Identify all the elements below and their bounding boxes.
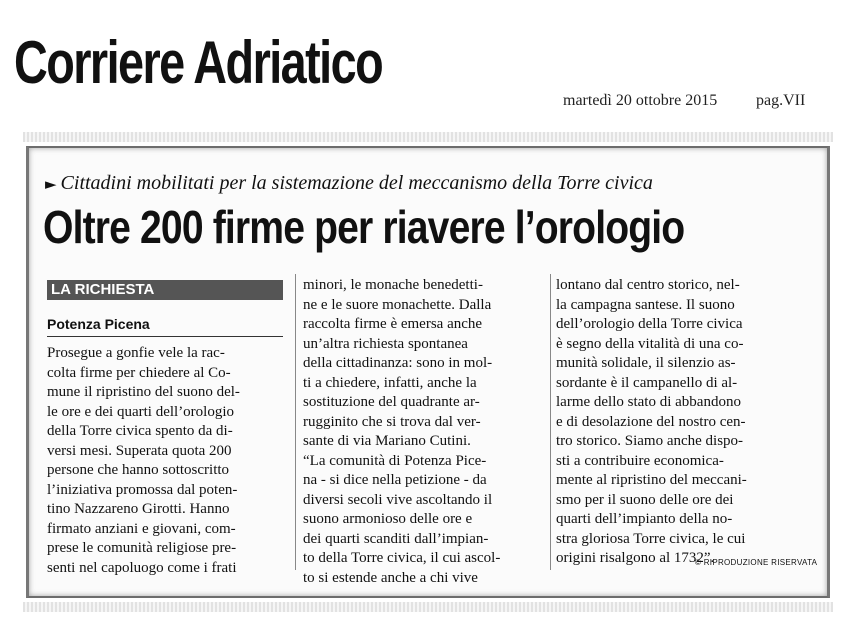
- article-kicker: [45, 172, 653, 195]
- text-line: sostituzione del quadrante ar-: [303, 394, 480, 410]
- text-line: ne e le suore monachette. Dalla: [303, 296, 492, 313]
- masthead-title: Corriere Adriatico: [14, 29, 383, 96]
- article-column-3: [556, 276, 806, 569]
- copyright-notice: © RIPRODUZIONE RISERVATA: [695, 558, 818, 567]
- text-line: e di desolazione del nostro cen-: [556, 413, 746, 430]
- text-line: dei quarti scanditi dall’impian-: [303, 530, 489, 547]
- text-line: “La comunità di Potenza Pice-: [303, 452, 487, 469]
- article-clipping: [26, 146, 830, 598]
- text-line: smo per il suono delle ore dei: [556, 491, 734, 508]
- text-line: mente al ripristino del meccani-: [556, 472, 747, 488]
- text-line: quarti dell’impianto della no-: [556, 511, 733, 527]
- text-line: ti a chiedere, infatti, anche la: [303, 374, 477, 391]
- text-line: persone che hanno sottoscritto: [47, 462, 230, 478]
- kicker-text: Cittadini mobilitati per la sistemazione del meccanismo della Torre civica: [60, 172, 653, 194]
- text-line: colta firme per chiedere al Co-: [47, 364, 231, 381]
- text-line: dell’orologio della Torre civica: [556, 316, 743, 332]
- text-line: sordante è il campanello di al-: [556, 374, 738, 391]
- text-line: sti a contribuire economica-: [556, 452, 724, 469]
- text-line: un’altra richiesta spontanea: [303, 335, 468, 352]
- text-line: è segno della vitalità di una co-: [556, 335, 744, 352]
- article-headline: Oltre 200 firme per riavere l’orologio: [43, 201, 685, 253]
- text-line: larme dello stato di abbandono: [556, 394, 741, 410]
- text-line: della cittadinanza: sono in mol-: [303, 355, 493, 371]
- text-line: l’iniziativa promossa dal poten-: [47, 481, 238, 498]
- text-line: versi mesi. Superata quota 200: [47, 442, 232, 459]
- text-line: Prosegue a gonfie vele la rac-: [47, 345, 225, 361]
- text-line: raccolta firme è emersa anche: [303, 316, 483, 332]
- text-line: rugginito che si trova dal ver-: [303, 413, 481, 430]
- page-number: pag.VII: [756, 92, 806, 109]
- text-line: mune il ripristino del suono del-: [47, 384, 240, 400]
- text-line: munità solidale, il silenzio as-: [556, 355, 736, 371]
- column-divider: [295, 274, 296, 570]
- section-label: LA RICHIESTA: [47, 280, 283, 300]
- text-line: to si estende anche a chi vive: [303, 569, 478, 586]
- text-line: origini risalgono al 1732”.: [556, 550, 715, 566]
- text-line: to della Torre civica, il cui ascol-: [303, 550, 501, 566]
- text-line: suono armonioso delle ore e: [303, 511, 473, 527]
- text-line: tro storico. Siamo anche dispo-: [556, 433, 744, 449]
- text-line: minori, le monache benedetti-: [303, 277, 483, 293]
- text-line: le ore e dei quarti dell’orologio: [47, 403, 235, 420]
- text-line: senti nel capoluogo come i frati: [47, 559, 237, 576]
- text-line: diversi secoli vive ascoltando il: [303, 491, 493, 508]
- text-line: firmato anziani e giovani, com-: [47, 520, 236, 537]
- article-column-1: [47, 344, 292, 578]
- text-line: la campagna santese. Il suono: [556, 296, 735, 313]
- article-column-2: [303, 276, 547, 588]
- text-line: della Torre civica spento da di-: [47, 423, 233, 439]
- text-line: na - si dice nella petizione - da: [303, 472, 487, 488]
- text-line: tino Nazzareno Girotti. Hanno: [47, 501, 230, 517]
- arrow-right-icon: ►: [45, 175, 57, 193]
- text-line: sante di via Mariano Cutini.: [303, 433, 471, 449]
- text-line: prese le comunità religiose pre-: [47, 540, 237, 556]
- article-byline: Potenza Picena: [47, 316, 150, 332]
- publication-date: martedì 20 ottobre 2015: [563, 92, 718, 109]
- text-line: stra gloriosa Torre civica, le cui: [556, 530, 746, 547]
- text-line: lontano dal centro storico, nel-: [556, 277, 740, 293]
- byline-divider: [47, 336, 283, 337]
- column-divider: [550, 274, 551, 570]
